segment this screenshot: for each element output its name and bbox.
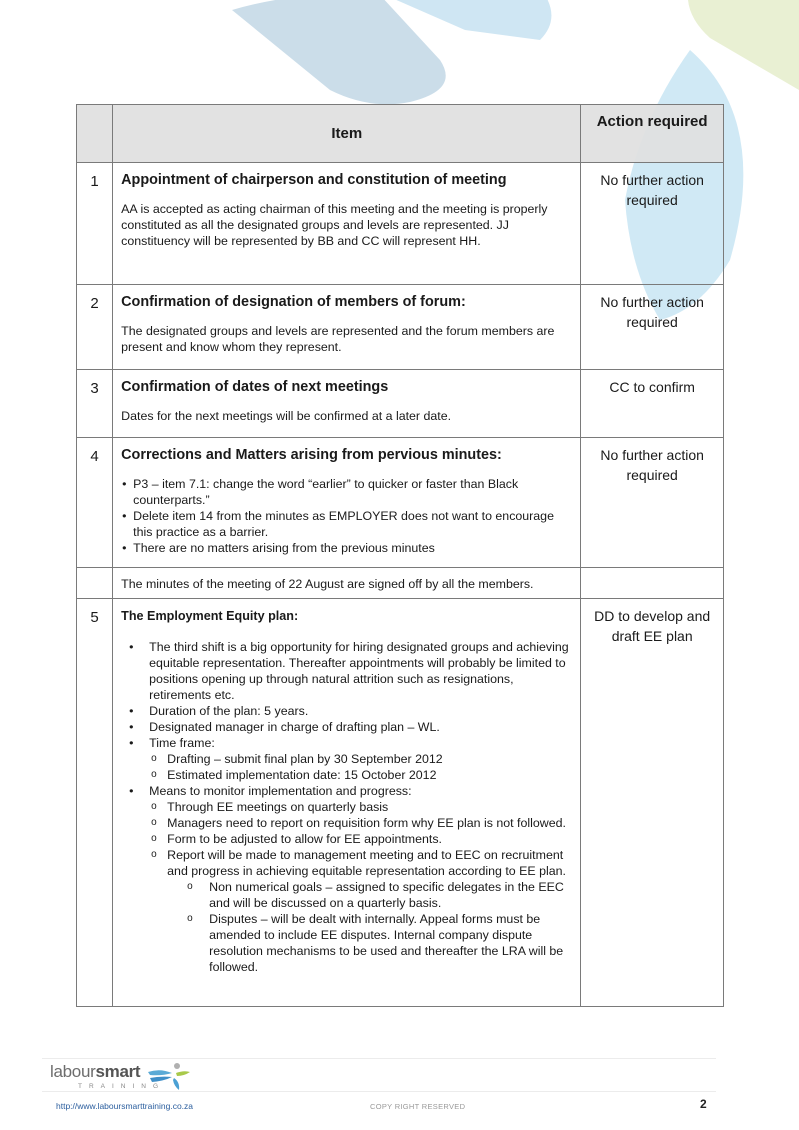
logo-text-bold: smart <box>95 1062 141 1081</box>
item-number: 4 <box>77 438 113 568</box>
table-row <box>77 599 724 1007</box>
sub-sub-bullet-item: o Non numerical goals – assigned to specific delegates in the EEC and will be discussed on a quarterly basis. <box>209 879 572 911</box>
bullet-item-time-frame <box>149 735 572 783</box>
table-row <box>77 438 724 568</box>
item-body: The designated groups and levels are represented and the forum members are present and know whom they represent. <box>121 324 555 354</box>
item-body: Dates for the next meetings will be confirmed at a later date. <box>121 409 452 423</box>
bullet-item: • Designated manager in charge of drafting plan – WL. <box>149 719 572 735</box>
bullet-item: • There are no matters arising from the previous minutes <box>133 540 572 556</box>
item-number: 2 <box>77 285 113 370</box>
action-cell: CC to confirm <box>581 370 724 438</box>
item-cell <box>113 370 581 438</box>
item-cell <box>113 438 581 568</box>
sub-bullet-item: o Managers need to report on requisition form why EE plan is not followed. <box>167 815 572 831</box>
sub-bullet-item: o Through EE meetings on quarterly basis <box>167 799 572 815</box>
item-number: 3 <box>77 370 113 438</box>
item-number: 5 <box>77 599 113 1007</box>
action-cell: No further action required <box>581 285 724 370</box>
header-action-required: Action required <box>581 105 724 163</box>
bullet-item: • Duration of the plan: 5 years. <box>149 703 572 719</box>
item-cell <box>113 163 581 285</box>
minutes-table <box>76 104 724 1007</box>
bullet-item-monitor <box>149 783 572 975</box>
item-title: Confirmation of dates of next meetings <box>121 379 389 395</box>
bullet-text: Means to monitor implementation and progress: <box>149 784 412 798</box>
sub-sub-bullet-item: o Disputes – will be dealt with internally. Appeal forms must be amended to include EE disputes. Internal company dispute resolution mechanisms to be used and thereafter the LRA will be followed. <box>209 911 572 975</box>
sub-bullet-item: o Report will be made to management meeting and to EEC on recruitment and progress in achieving equitable representation according to EE plan. <box>167 847 572 879</box>
action-cell: DD to develop and draft EE plan <box>581 599 724 1007</box>
item-number <box>77 568 113 599</box>
table-row <box>77 285 724 370</box>
table-row-signoff <box>77 568 724 599</box>
time-frame-list <box>149 751 572 783</box>
report-sub-list <box>149 879 572 975</box>
header-num <box>77 105 113 163</box>
item-title: Confirmation of designation of members of forum: <box>121 294 466 310</box>
item-title: Corrections and Matters arising from pervious minutes: <box>121 447 502 463</box>
action-cell: No further action required <box>581 163 724 285</box>
bullet-item: • Delete item 14 from the minutes as EMPLOYER does not want to encourage this practice as a barrier. <box>133 508 572 540</box>
item-title: Appointment of chairperson and constitution of meeting <box>121 172 507 188</box>
header-item: Item <box>113 105 581 163</box>
website-link[interactable]: http://www.laboursmarttraining.co.za <box>56 1101 194 1111</box>
sub-bullet-item: o Form to be adjusted to allow for EE appointments. <box>167 831 572 847</box>
plan-bullet-list <box>121 639 572 975</box>
footer-divider-top <box>42 1058 716 1059</box>
table-header-row <box>77 105 724 163</box>
table-row <box>77 163 724 285</box>
sub-bullet-item: o Estimated implementation date: 15 October 2012 <box>167 767 572 783</box>
bullet-item: • The third shift is a big opportunity for hiring designated groups and achieving equitable representation. Thereafter appointments will probably be limited to positions opening up through natural attrition such as resignations, retirements etc. <box>149 639 572 703</box>
item-number: 1 <box>77 163 113 285</box>
item-body: AA is accepted as acting chairman of this meeting and the meeting is properly constituted as all the designated groups and levels are represented. JJ constituency will be represented by BB and CC will represent HH. <box>121 202 548 248</box>
bullet-item: • P3 – item 7.1: change the word “earlier” to quicker or faster than Black counterparts.” <box>133 476 572 508</box>
monitor-list <box>149 799 572 879</box>
item-cell <box>113 599 581 1007</box>
footer-divider-bottom <box>42 1091 716 1092</box>
table-row <box>77 370 724 438</box>
item-title: The Employment Equity plan: <box>121 609 299 623</box>
bullet-text: Time frame: <box>149 736 215 750</box>
copyright-notice: COPY RIGHT RESERVED <box>370 1102 466 1111</box>
logo-text-light: labour <box>50 1062 96 1081</box>
page-number: 2 <box>700 1097 707 1111</box>
item-cell <box>113 285 581 370</box>
action-cell: No further action required <box>581 438 724 568</box>
sub-bullet-item: o Drafting – submit final plan by 30 September 2012 <box>167 751 572 767</box>
signoff-text: The minutes of the meeting of 22 August are signed off by all the members. <box>113 568 581 599</box>
laboursmart-logo <box>50 1062 192 1092</box>
bullet-list <box>121 476 572 556</box>
action-cell <box>581 568 724 599</box>
logo-subtitle: TRAINING <box>78 1083 166 1090</box>
